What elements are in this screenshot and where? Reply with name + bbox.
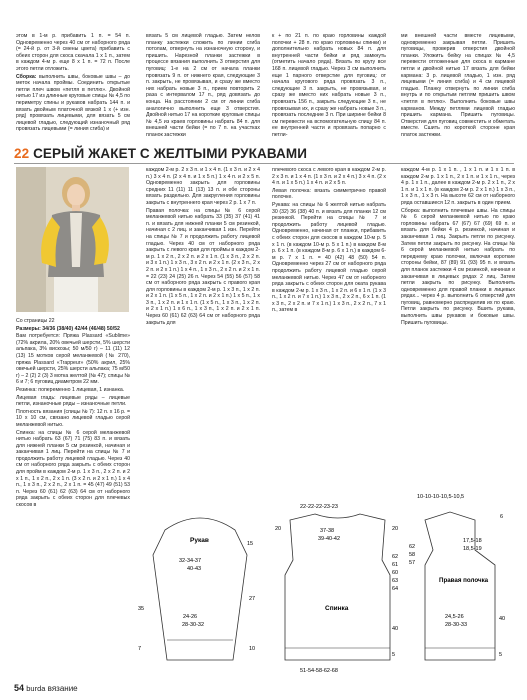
sizes xyxy=(16,326,130,333)
paragraph: к + по 21 п. по краю горловины каждой полочки + 28 п. по краю горловины спинки) и дополнительно набрать новых 84 п. для внутренней части бейки и ряд замкнуть (отметить начало ряда). Вязать по кругу все 168 п. лицевой гладью. Через 3 см выполнить еще 1 парного отверстие для пуговиц: от начала кругового ряда провязать 3 п., следующие 3 п. закрыть, не провязывая, и сразу же вместо них набрать новые 3 п., провязать 156 п., закрыть следующие 3 п., не провязывая их, и сразу же набрать новые 3 п., провязать последние 3 п. При ширине бейки 8 см перевести на вспомогательную спицу 84 п. ее внутренней части и провязать попарно с петли- xyxy=(272,33,386,138)
paragraph: этом в 1-м р. прибавить 1 п. = 54 п. Одновременно через 40 см от наборного ряда (= 24-й р. от 3-й смены цвета) прибавить с обеих сторон для скоса скачала 1 х 1 п., затем в каждом 4-м р. еще 8 х 1 п. = 72 п. После этого петли отложить. xyxy=(16,33,130,72)
text-column-sleeves xyxy=(272,167,386,455)
dim-label: 28-30-32 xyxy=(182,622,205,628)
paragraph: плечевого скоса с левого края в каждом 2-м р. 2 х 3 п. и 1 х 4 п. (1 х 3 п. и 2 х 4 п.) 3 х 4 п. (2 х 4 п. и 1 х 5 п.) 1 х 4 п. и 2 х 5 п. xyxy=(272,167,386,187)
dim-label: 10 xyxy=(249,646,256,652)
section-number: 22 xyxy=(14,146,30,161)
model-photo xyxy=(16,167,129,312)
dim-label: 37-38 xyxy=(320,528,335,534)
dim-label: 5 xyxy=(392,652,396,658)
dim-label: 15 xyxy=(247,541,254,547)
front-outline xyxy=(425,512,495,660)
bold-label: Сборка: xyxy=(16,73,37,80)
dim-label: 40 xyxy=(499,616,506,622)
section-name: вязание xyxy=(47,684,78,693)
front-diagram xyxy=(405,490,520,680)
paragraph: Резинка: попеременно 1 лицевая, 1 изнанка. xyxy=(16,386,125,393)
paragraph: Плотность вязания (спицы № 7): 12 п. x 16 р. = 10 x 10 см, связано лицевой гладью серой меланжевой нитью. xyxy=(16,408,130,428)
dim-label: 58 xyxy=(409,552,416,558)
back-diagram xyxy=(270,500,405,680)
dim-label: 20 xyxy=(392,526,399,532)
dim-label: 20 xyxy=(275,526,282,532)
sizes-label: Размеры: 34/36 (38/40) 42/44 (46/48) 50/52 xyxy=(16,325,120,332)
text-column-4 xyxy=(401,33,515,145)
paragraph: вязать 5 см лицевой гладью. Затем нелов планку застежки сложить по линии сгиба потолам, отвернуть на изнаночную сторону, и пришить. Нарезной планки застежки в процессе вязания выполнить 3 отверстия для пуговиц: 1-е на 2 см от начала планки провязать 9 п. от нижнего края, следующие 3 п. закрыть, не провязывая, и сразу же вместо них набрать новые 3 п., прием повторить 2 раза с интервалом 17 п., ряд довязать до конца. На расстоянии 2 см от линии сгиба аналогично выполнить еще 3 отверстия. Двойной нитью 17 на короткие круговые спицы № 4,5 из краев горловины набрать 84 п. для внешней части бейки (= по 7 п. на участках планок застежки xyxy=(146,33,260,138)
dim-label: 40 xyxy=(392,626,399,632)
dim-label: 27 xyxy=(249,596,256,602)
dim-label: 24,5-26 xyxy=(445,614,464,620)
dim-label: 35 xyxy=(138,606,145,612)
paragraph: Спинка: на спицы № 6 серой меланжевой нитью набрать 63 (67) 71 (75) 83 п. и вязать для нижней планки 5 см резинкой, начиная и заканчивая 1 лиц. Перейти на спицы № 7 и продолжить работу лицевой гладью. Через 40 см от наборного ряда закрыть с обеих сторон для пройм в каждом 2-м р. 1 х 3 п., 2 х 2 п. и 2 х 1 п., 1 х 2 п., 2 х 1 п. (3 х 2 п. и 2 х 1 п.) 1 х 4 п., 1 х 3 п., 2 х 2 п., 2 х 1 п. = 45 (47) 49 (51) 53 п. Через 60 (61) 62 (63) 64 см от наборного ряда закрыть с обеих сторон для плечевых скосов в xyxy=(16,429,130,509)
paragraph: Левая полочка: вязать симметрично правой полочке. xyxy=(272,187,386,201)
dim-label: 62 xyxy=(409,544,416,550)
paragraph: каждом 2-м р. 2 х 3 п. и 1 х 4 п. (1 х 3 п. и 2 х 4 п.) 3 х 4 п. (2 х 4 п. и 1 х 5 п.) 1 х 4 п. и 2 х 5 п. Одновременно закрыть для горловины средних 11 (11) 11 (13) 13 п. и обе стороны вязать раздельно. Для закругления горловины закрыть с внутреннего края через 2 р. 1 х 7 п. xyxy=(146,167,260,206)
reference-note: Со страницы 22 xyxy=(16,318,55,324)
front-title: Правая полочка xyxy=(439,577,489,584)
dim-label: 63 xyxy=(392,578,399,584)
dim-label: 62 xyxy=(392,554,399,560)
paragraph: Правая полочка: на спицы № 6 серой меланжевой нитью набрать 33 (35) 37 (41) 41 п. и вязать для нижней планки 5 см резинкой, начиная с 2 лиц. и заканчивая 1 изн. Перейти на спицы № 7 и продолжить работу лицевой гладью. Через 40 см от наборного ряда закрыть с левого края для проймы в каждом 2-м р. 1 х 2 п., 2 х 2 п. и 2 х 1 п. (1 х 3 п., 2 х 2 п. и 3 х 1 п.) 1 х 3 п., 3 х 2 п. и 2 х 1 п. (2 х 3 п., 2 х 2 п. и 2 х 1 п.) 1 х 4 п., 1 х 3 п., 2 х 2 п. и 2 х 1 п. = 22 (23) 24 (25) 26 п. Через 54 (55) 56 (57) 58 см от наборного ряда закрыть с правого края для горловины в каждом 2-м р. 1 х 3 п., 1 х 2 п. и 2 х 1 п. (1 х 5 п., 1 х 2 п. и 2 х 1 п.) 1 х 5 п., 1 х 3 п., 1 х 2 п. и 1 х 1 п. (1 х 5 п., 1 х 3 п., 1 х 2 п. и 2 х 1 п.) 1 х 6 п., 1 х 3 п., 1 х 2 п. и 2 х 1 п. Через 60 (61) 62 (63) 64 см от наборного ряда закрыть для xyxy=(146,207,260,326)
dim-label: 6 xyxy=(500,514,504,520)
text-column-materials xyxy=(16,318,130,618)
paragraph: Сборка: выполнить плечевые швы. На спицы № 6 серой меланжевой нитью по краю горловины набрать 67 (67) 67 (69) 69 п. и вязать для бейки 4 р. резинкой, начиная и заканчивая 1 лиц. Закрыть петли по рисунку. Затем петли закрыть по рисунку. На спицы № 6 серой меланжевой нитью набрать по переднему краю полочки, включая короткие стороны бейки, 87 (89) 91 (93) 95 п. и вязать для планок застежки 4 см резинкой, начиная и заканчивая в лицевых рядах 2 лиц. Затем петли закрыть по рисунку. Выполнить одновременно для правой планки в лицевых рядах... через 4 р. выполнить 6 отверстий для пуговиц, равномерно распределив их по краю. Петли закрыть по рисунку. Вшить рукава, выполнить швы рукавов и боковые швы. Пришить пуговицы. xyxy=(401,207,515,326)
dim-label: 17,5-18 xyxy=(463,538,482,544)
sleeve-title: Рукав xyxy=(190,537,209,544)
section-title xyxy=(14,146,514,162)
paragraph xyxy=(16,74,130,133)
page-footer xyxy=(14,683,78,693)
dim-label: 64 xyxy=(392,586,399,592)
paragraph: Лицевая гладь: лицевые ряды – лицевые петли, изнаночные ряды – изнаночные петли. xyxy=(16,394,130,408)
dim-label: 24-26 xyxy=(183,614,198,620)
dim-label: 7 xyxy=(138,646,142,652)
dim-label: 32-34-37 xyxy=(179,558,202,564)
dim-label: 22-22-22-23-23 xyxy=(300,504,338,510)
sleeve-diagram xyxy=(135,510,265,680)
text-column-back xyxy=(146,167,260,455)
dim-label: 39-40-42 xyxy=(318,536,341,542)
dim-label: 18,5-19 xyxy=(463,546,482,552)
text-column-3 xyxy=(272,33,386,145)
brand-name: burda xyxy=(26,684,46,693)
paragraph-text: выполнить швы, боковые швы – до меток начала проймы. Соединить открытые петли плеч швом «петля в петлю». Двойной нитью 17 из длинные круговые спицы № 4,5 по периметру спины и рукавов набрать 144 п. и вязать двойным платочной вязкой 1 х (+ изн. ряд) провязать лицевыми, для вязать 5 см лицевой гладью, следующий изнаночный ряд провязать лицевыми (= линия сгиба) и xyxy=(16,73,130,133)
divider xyxy=(14,163,514,164)
dim-label: 51-54-58-62-68 xyxy=(300,668,338,674)
paragraph: каждом 4-м р. 1 х 1 п. , 1 х 1 п. и 1 х 1 п. в каждом 2-м р. 1 х 1 п., 2 х 1 п. и 1 х 1 п., через 4 р. 1 х 1 п., далее в каждом 2-м р. 2 х 1 п., 2 х 1 п. и 1 х 1 п. (в каждом 2-м р. 2 х 1 п.) 1 х 3 п., 1 х 3 п., 1 х 3 п. На высоте 62 см от наборного ряда оставшиеся 12 п. закрыть в один прием. xyxy=(401,167,515,206)
dim-label: 57 xyxy=(409,560,416,566)
dim-label: 61 xyxy=(392,562,399,568)
text-column-1 xyxy=(16,33,130,145)
paragraph: Рукава: на спицы № 6 желтой нитью набрать 30 (32) 36 (38) 40 п. и вязать для планки 12 см резинкой. Перейти на спицы № 7 и продолжить работу лицевой гладью. Одновременно, начиная от планки, прибавить с обеих сторон для скосов в каждом 10-м р. 5 х 1 п. (в каждом 10-м р. 5 х 1 п.) в каждом 8-м р. 6 х 1 п. (в каждом 8-м р. 6 х 1 п.) в каждом 6-м р. 7 х 1 п. = 40 (42) 48 (50) 54 п. Одновременно через 27 см от наборного ряда продолжить работу лицевой гладью серой меланжевой нитью. Через 47 см от наборного ряда закрыть с обеих сторон для оката рукава в каждом 2-м р. 1 х 3 п., 1 х 2 п. и 6 х 1 п. (1 х 3 п., 1 х 2 п. и 7 х 1 п.) 1 х 3 п., 2 х 2 п., 6 х 1 п. (1 х 3 п., 2 х 2 п. и 7 х 1 п.) 1 х 3 п., 2 х 2 п., 7 х 1 п., затем в xyxy=(272,201,386,314)
paragraph: ми внешней части вместе лицевыми, одновременно закрывая петли. Пришить пуговицы, проверив отверстия двойной планки. Уложить бейку на спицах № 4,5 перевести отложенные для скоса в кармане петли и двойной нитью 17 вязать для бейки кармана: 3 р. лицевой гладью, 1 изн. ряд лицевыми (= линия сгиба) и 4 см лицевой гладью. Планку отвернуть по линии сгиба внутрь и по открытым петлям пришить швом «петля в петлю». Выполнить боковые швы карманов. Между петлями лицевой гладью пришить кармана. Пришить пуговицы. Отверстия для пуговиц совместить и обметать вместе. Сшить по короткой стороне края платок застежки. xyxy=(401,33,515,138)
dim-label: 5 xyxy=(499,652,503,658)
dim-label: 28-30-33 xyxy=(445,622,468,628)
model-illustration xyxy=(16,167,129,312)
page-number: 54 xyxy=(14,683,25,693)
text-column-2 xyxy=(146,33,260,145)
text-column-assembly xyxy=(401,167,515,455)
dim-label: 40-43 xyxy=(187,566,202,572)
back-title: Спинка xyxy=(325,605,349,612)
section-heading: СЕРЫЙ ЖАКЕТ С ЖЕЛТЫМИ РУКАВАМИ xyxy=(33,146,308,161)
dim-label: 60 xyxy=(392,570,399,576)
paragraph: Вам потребуется: Пряжа Plassard «Sublime» (72% акрила, 20% овечьей шерсти, 5% шерсти альпака, 3% вискозы; 50 м/50 г) – 11 (11) 12 (13) 15 мотков серой меланжевой (№ 270), пряжа Plassard «Trappeur» (50% акрил, 25% овечьей шерсти, 25% шерсти альпака; 75 м/50 г) – 2 (2) 2 (3) 3 мотка желтой (№ 47); спицы № 6 и 7; 6 пуговиц диаметром 22 мм. xyxy=(16,333,130,386)
dim-label: 10-10-10-10,5-10,5 xyxy=(417,494,465,500)
